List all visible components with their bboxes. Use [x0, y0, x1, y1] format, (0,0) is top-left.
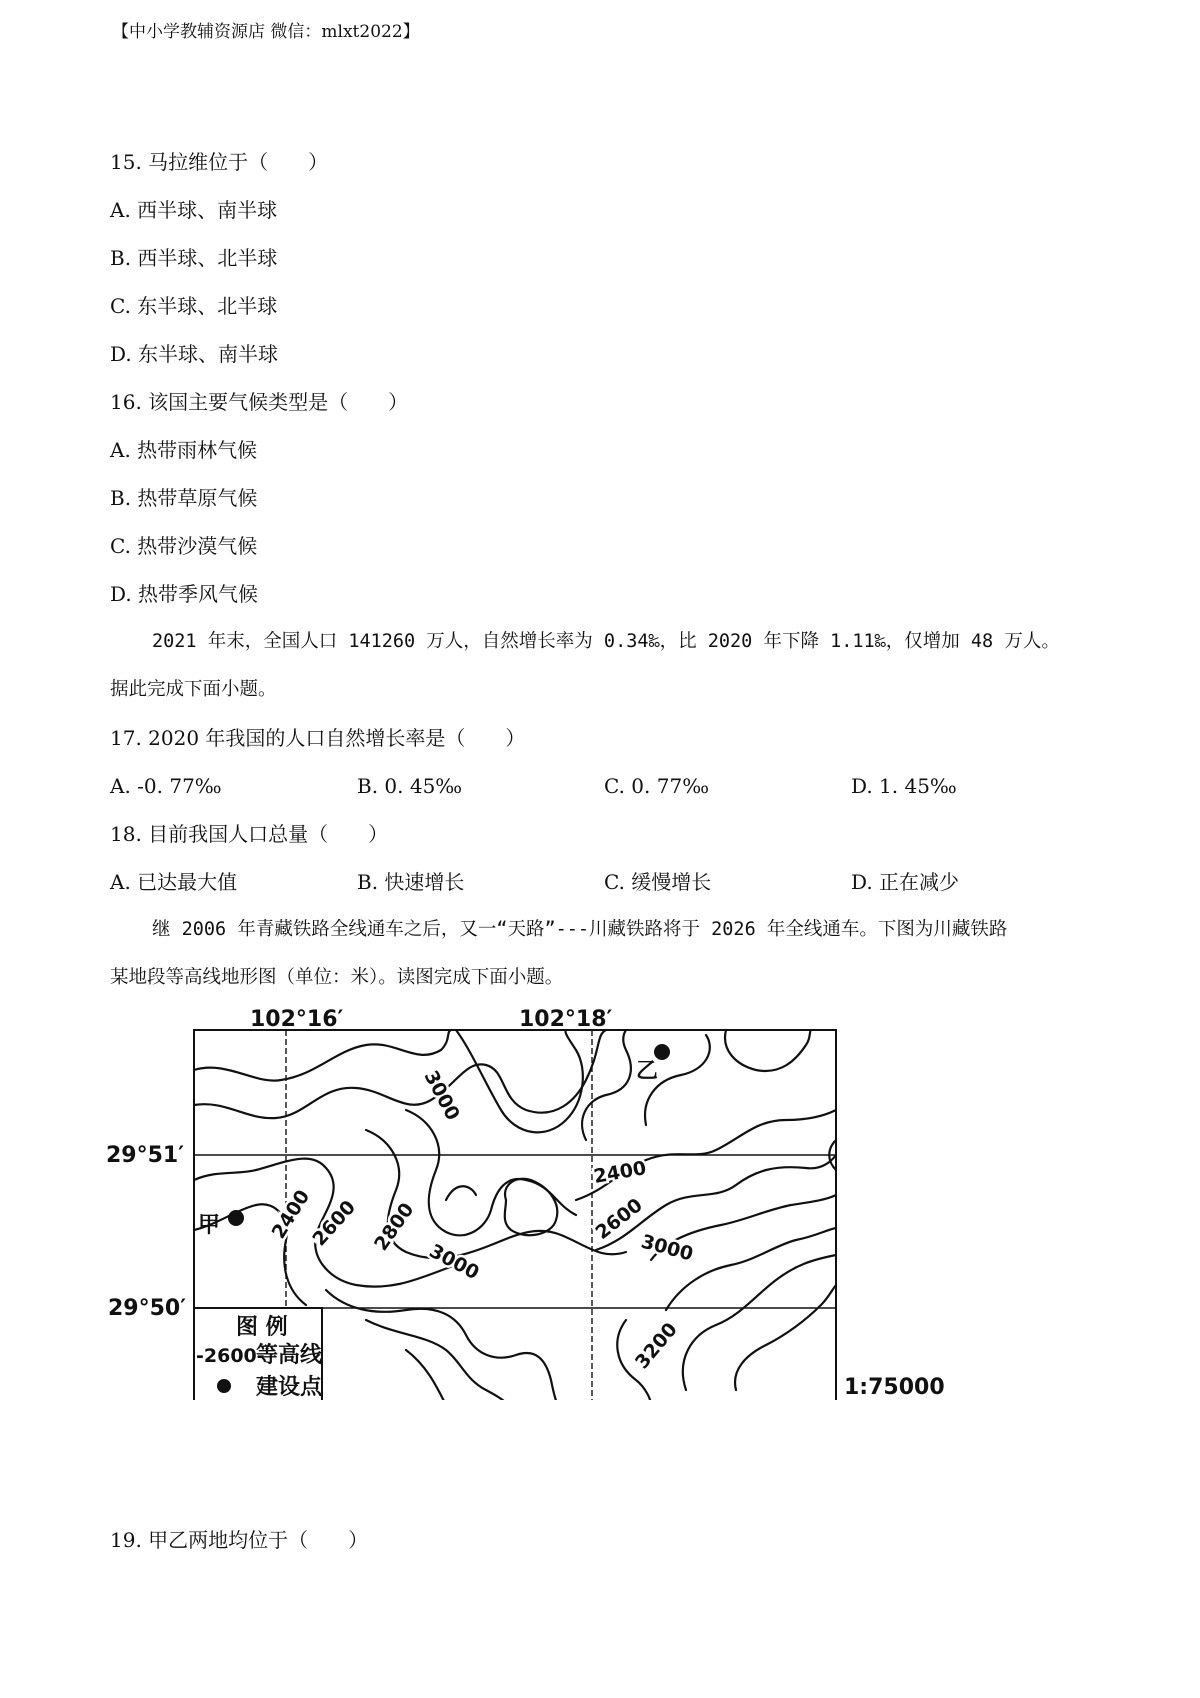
contour-line	[446, 1186, 476, 1200]
contour-line	[683, 1255, 836, 1390]
q16-option-c: C. 热带沙漠气候	[110, 534, 258, 558]
q15-stem: 15. 马拉维位于（ ）	[110, 150, 329, 174]
legend-point-text: 建设点	[256, 1375, 323, 1400]
contour-line	[666, 1228, 836, 1310]
contour-label: 2600	[308, 1196, 361, 1251]
contour-map	[106, 990, 946, 1400]
contour-line	[406, 1110, 576, 1235]
q16-option-d: D. 热带季风气候	[110, 582, 259, 606]
point-label-yi: 乙	[636, 1059, 659, 1084]
longitude-label: 102°18′	[519, 1007, 613, 1032]
q18-option-b: B. 快速增长	[357, 870, 465, 894]
construction-point-yi	[654, 1044, 670, 1060]
contour-line	[194, 1030, 451, 1081]
legend-contour-sample: -2600-	[196, 1345, 265, 1367]
contour-label: 3000	[638, 1230, 696, 1266]
contour-label: 2800	[370, 1198, 419, 1255]
q18-option-d: D. 正在减少	[851, 870, 960, 894]
contour-line	[735, 1285, 836, 1390]
latitude-label: 29°50′	[108, 1296, 187, 1321]
contour-label: 3000	[425, 1239, 483, 1285]
contour-label: 2600	[591, 1194, 647, 1244]
longitude-label: 102°16′	[250, 1007, 344, 1032]
q15-option-d: D. 东半球、南半球	[110, 342, 279, 366]
contour-line	[505, 1179, 558, 1236]
passage1-line2: 据此完成下面小题。	[110, 679, 277, 700]
contour-label: 2400	[592, 1157, 648, 1188]
q16-stem: 16. 该国主要气候类型是（ ）	[110, 390, 409, 414]
contour-line	[456, 1030, 583, 1132]
map-scale: 1:75000	[844, 1375, 945, 1400]
contour-label: 3000	[419, 1067, 464, 1125]
contour-line	[194, 1030, 606, 1118]
q17-stem: 17. 2020 年我国的人口自然增长率是（ ）	[110, 726, 526, 750]
q17-option-c: C. 0. 77‰	[604, 774, 710, 798]
contour-line	[725, 1030, 811, 1071]
q17-option-d: D. 1. 45‰	[851, 774, 957, 798]
q16-option-a: A. 热带雨林气候	[110, 438, 258, 462]
contour-line	[406, 1350, 446, 1400]
q17-option-a: A. -0. 77‰	[110, 774, 222, 798]
header-watermark: 【中小学教辅资源店 微信：mlxt2022】	[112, 22, 420, 42]
q18-stem: 18. 目前我国人口总量（ ）	[110, 822, 389, 846]
q15-option-b: B. 西半球、北半球	[110, 246, 278, 270]
q15-option-c: C. 东半球、北半球	[110, 294, 278, 318]
latitude-label: 29°51′	[106, 1143, 185, 1168]
q19-stem: 19. 甲乙两地均位于（ ）	[110, 1528, 369, 1552]
passage2-line1: 继 2006 年青藏铁路全线通车之后，又一“天路”---川藏铁路将于 2026 年全线通车。下图为川藏铁路	[152, 919, 1008, 940]
passage2-line2: 某地段等高线地形图（单位：米）。读图完成下面小题。	[110, 967, 564, 988]
contour-label: 2400	[267, 1186, 315, 1243]
legend-point-symbol	[217, 1379, 231, 1393]
legend-contour-text: 等高线	[256, 1343, 323, 1368]
q18-option-c: C. 缓慢增长	[604, 870, 712, 894]
q17-option-b: B. 0. 45‰	[357, 774, 463, 798]
q18-option-a: A. 已达最大值	[110, 870, 238, 894]
contour-line	[582, 1030, 631, 1140]
legend-title: 图 例	[236, 1315, 288, 1340]
passage1-line1: 2021 年末，全国人口 141260 万人，自然增长率为 0.34‰，比 2020 年下降 1.11‰，仅增加 48 万人。	[152, 631, 1060, 652]
contour-line	[326, 1290, 558, 1400]
q16-option-b: B. 热带草原气候	[110, 486, 258, 510]
point-label-jia: 甲	[198, 1213, 221, 1238]
construction-point-jia	[228, 1210, 244, 1226]
contour-label: 3200	[630, 1318, 682, 1374]
q15-option-a: A. 西半球、南半球	[110, 198, 278, 222]
